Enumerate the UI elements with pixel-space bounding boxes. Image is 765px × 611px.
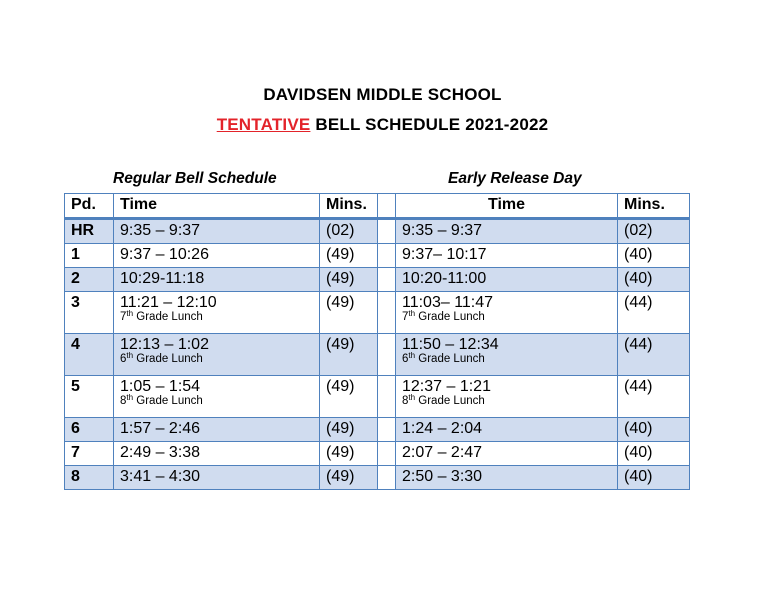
regular-time-cell: [114, 334, 320, 376]
header-period: Pd.: [65, 194, 114, 219]
early-time-cell-text: 2:50 – 3:30: [402, 468, 483, 485]
regular-mins-cell: [320, 219, 378, 244]
regular-mins-cell: [320, 376, 378, 418]
lunch-note: [402, 395, 617, 408]
period-cell-text: 1: [71, 246, 80, 263]
lunch-ordinal: th: [126, 351, 134, 360]
regular-mins-cell: [320, 442, 378, 466]
regular-time-cell: [114, 442, 320, 466]
period-cell-text: 3: [71, 294, 80, 311]
early-mins-cell-text: (40): [624, 468, 653, 485]
regular-mins-cell: [320, 466, 378, 490]
lunch-grade: 8: [120, 395, 127, 407]
early-time-cell: [396, 219, 618, 244]
regular-time-cell: [114, 418, 320, 442]
regular-mins-cell: [320, 418, 378, 442]
period-cell-text: 7: [71, 444, 80, 461]
period-cell-text: 6: [71, 420, 80, 437]
regular-time-cell: [114, 466, 320, 490]
early-mins-cell-text: (44): [624, 294, 653, 311]
early-time-cell-text: 9:35 – 9:37: [402, 222, 483, 239]
early-time-cell-text: 12:37 – 1:21: [402, 378, 491, 395]
lunch-label: Grade Lunch: [415, 395, 485, 407]
early-time-cell-text: 11:50 – 12:34: [402, 336, 499, 353]
tentative-label: TENTATIVE: [216, 115, 311, 134]
early-mins-cell: [618, 268, 690, 292]
early-time-cell: [396, 292, 618, 334]
early-time-cell: [396, 268, 618, 292]
regular-mins-cell-text: (49): [326, 336, 355, 353]
regular-mins-cell-text: (49): [326, 378, 355, 395]
lunch-note: [402, 311, 617, 324]
period-cell: [65, 376, 114, 418]
early-mins-cell: [618, 466, 690, 490]
regular-mins-cell: [320, 334, 378, 376]
regular-time-cell: [114, 244, 320, 268]
regular-mins-cell-text: (02): [326, 222, 355, 239]
column-gap: [378, 442, 396, 466]
column-gap: [378, 466, 396, 490]
period-cell-text: 4: [71, 336, 80, 353]
early-time-cell: [396, 244, 618, 268]
header-early-time: Time: [396, 194, 618, 219]
table-row: [65, 418, 690, 442]
period-cell-text: 8: [71, 468, 80, 485]
schedule-title-text: BELL SCHEDULE 2021-2022: [315, 115, 549, 134]
lunch-ordinal: th: [126, 309, 134, 318]
early-time-cell-text: 10:20-11:00: [402, 270, 487, 287]
period-cell: [65, 418, 114, 442]
lunch-note: [120, 395, 319, 408]
header-row: [65, 194, 690, 219]
lunch-ordinal: th: [408, 393, 416, 402]
column-gap: [378, 244, 396, 268]
lunch-note: [120, 311, 319, 324]
header-regular-mins: Mins.: [320, 194, 378, 219]
early-mins-cell-text: (44): [624, 378, 653, 395]
early-mins-cell-text: (44): [624, 336, 653, 353]
regular-mins-cell: [320, 244, 378, 268]
early-release-caption: Early Release Day: [448, 170, 582, 187]
early-mins-cell: [618, 292, 690, 334]
early-mins-cell: [618, 219, 690, 244]
regular-mins-cell: [320, 268, 378, 292]
lunch-label: Grade Lunch: [415, 311, 485, 323]
table-row: [65, 244, 690, 268]
column-gap: [378, 268, 396, 292]
early-time-cell-text: 1:24 – 2:04: [402, 420, 483, 437]
regular-time-cell-text: 12:13 – 1:02: [120, 336, 209, 353]
early-mins-cell-text: (40): [624, 270, 653, 287]
regular-mins-cell-text: (49): [326, 270, 355, 287]
header-early-mins: Mins.: [618, 194, 690, 219]
lunch-ordinal: th: [408, 351, 416, 360]
early-mins-cell: [618, 376, 690, 418]
early-mins-cell-text: (02): [624, 222, 653, 239]
lunch-grade: 7: [120, 311, 127, 323]
period-cell: [65, 334, 114, 376]
lunch-ordinal: th: [126, 393, 134, 402]
period-cell: [65, 292, 114, 334]
lunch-grade: 7: [402, 311, 409, 323]
regular-time-cell: [114, 376, 320, 418]
regular-schedule-caption: Regular Bell Schedule: [113, 170, 277, 187]
lunch-label: Grade Lunch: [133, 395, 203, 407]
early-time-cell-text: 2:07 – 2:47: [402, 444, 483, 461]
regular-time-cell: [114, 268, 320, 292]
table-row: [65, 292, 690, 334]
school-name: DAVIDSEN MIDDLE SCHOOL: [263, 85, 502, 104]
lunch-ordinal: th: [408, 309, 416, 318]
early-time-cell-text: 11:03– 11:47: [402, 294, 494, 311]
bell-schedule-table: [64, 193, 690, 490]
table-row: [65, 334, 690, 376]
early-time-cell: [396, 418, 618, 442]
period-cell: [65, 268, 114, 292]
column-gap: [378, 418, 396, 442]
lunch-note: [402, 353, 617, 366]
regular-mins-cell-text: (49): [326, 468, 355, 485]
period-cell-text: 2: [71, 270, 80, 287]
schedule-body: [65, 219, 690, 490]
lunch-grade: 8: [402, 395, 409, 407]
early-time-cell-text: 9:37– 10:17: [402, 246, 487, 263]
header-regular-time: Time: [114, 194, 320, 219]
regular-time-cell: [114, 219, 320, 244]
regular-mins-cell-text: (49): [326, 444, 355, 461]
period-cell-text: HR: [71, 222, 95, 239]
period-cell: [65, 442, 114, 466]
lunch-label: Grade Lunch: [133, 353, 203, 365]
regular-time-cell-text: 11:21 – 12:10: [120, 294, 217, 311]
column-gap: [378, 292, 396, 334]
column-gap: [378, 219, 396, 244]
lunch-grade: 6: [402, 353, 409, 365]
regular-time-cell: [114, 292, 320, 334]
column-gap: [378, 376, 396, 418]
early-time-cell: [396, 376, 618, 418]
regular-time-cell-text: 9:37 – 10:26: [120, 246, 209, 263]
early-time-cell: [396, 442, 618, 466]
early-mins-cell-text: (40): [624, 420, 653, 437]
table-row: [65, 442, 690, 466]
early-mins-cell-text: (40): [624, 246, 653, 263]
regular-time-cell-text: 1:57 – 2:46: [120, 420, 201, 437]
early-mins-cell: [618, 418, 690, 442]
lunch-grade: 6: [120, 353, 127, 365]
regular-time-cell-text: 2:49 – 3:38: [120, 444, 201, 461]
lunch-note: [120, 353, 319, 366]
table-row: [65, 466, 690, 490]
period-cell: [65, 219, 114, 244]
table-row: [65, 268, 690, 292]
regular-time-cell-text: 9:35 – 9:37: [120, 222, 201, 239]
regular-mins-cell: [320, 292, 378, 334]
regular-mins-cell-text: (49): [326, 420, 355, 437]
early-mins-cell: [618, 244, 690, 268]
regular-mins-cell-text: (49): [326, 246, 355, 263]
early-time-cell: [396, 466, 618, 490]
column-gap: [378, 194, 396, 219]
early-mins-cell: [618, 442, 690, 466]
period-cell: [65, 466, 114, 490]
regular-time-cell-text: 1:05 – 1:54: [120, 378, 201, 395]
lunch-label: Grade Lunch: [133, 311, 203, 323]
column-gap: [378, 334, 396, 376]
early-mins-cell-text: (40): [624, 444, 653, 461]
regular-time-cell-text: 10:29-11:18: [120, 270, 205, 287]
period-cell: [65, 244, 114, 268]
schedule-title: [0, 115, 765, 135]
table-row: [65, 219, 690, 244]
early-mins-cell: [618, 334, 690, 376]
lunch-label: Grade Lunch: [415, 353, 485, 365]
regular-time-cell-text: 3:41 – 4:30: [120, 468, 201, 485]
period-cell-text: 5: [71, 378, 80, 395]
table-row: [65, 376, 690, 418]
regular-mins-cell-text: (49): [326, 294, 355, 311]
early-time-cell: [396, 334, 618, 376]
